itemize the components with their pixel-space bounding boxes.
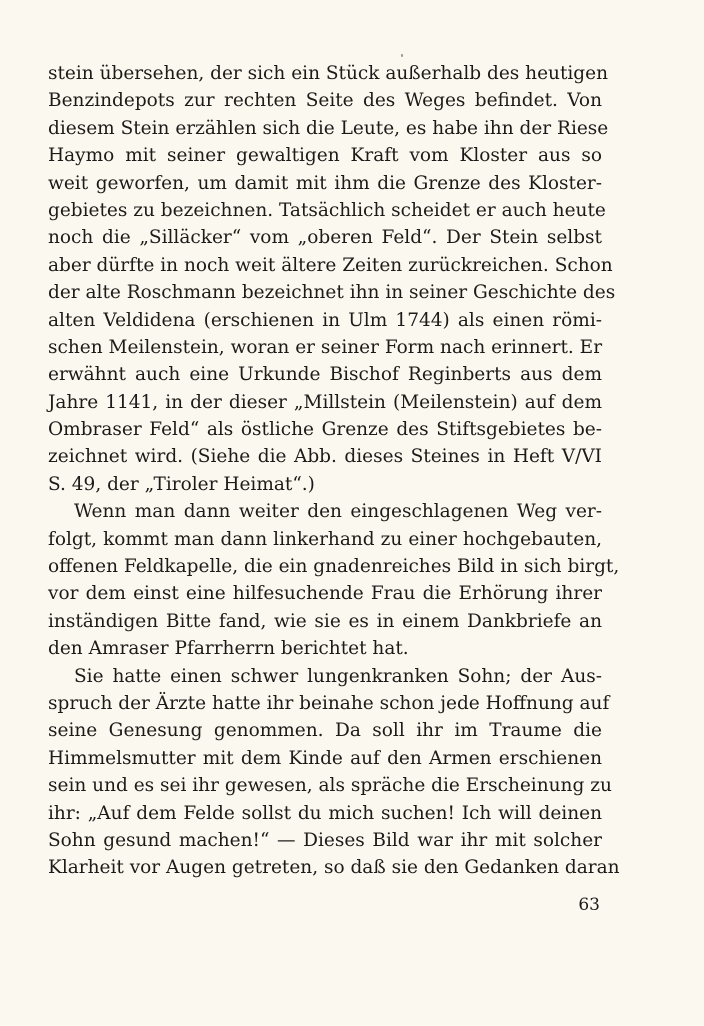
text-line: Himmelsmutter mit dem Kinde auf den Armen erschienen [48,747,602,769]
text-line: Sie hatte einen schwer lungenkranken Sohn; der Aus- [74,665,602,687]
text-line: folgt, kommt man dann linkerhand zu einer hochgebauten, [48,528,602,550]
text-line: Sohn gesund machen!“ — Dieses Bild war ihr mit solcher [48,829,602,851]
text-line: Jahre 1141, in der dieser „Millstein (Meilenstein) auf dem [48,391,602,413]
text-line: diesem Stein erzählen sich die Leute, es habe ihn der Riese [48,117,609,139]
text-line: Klarheit vor Augen getreten, so daß sie den Gedanken daran [48,857,620,879]
text-line: sein und es sei ihr gewesen, als spräche die Erscheinung zu [48,775,612,797]
text-line: schen Meilenstein, woran er seiner Form nach erinnert. Er [48,336,603,358]
text-line: offenen Feldkapelle, die ein gnadenreiches Bild in sich birgt, [48,556,620,578]
text-line: weit geworfen, um damit mit ihm die Grenze des Kloster- [48,172,602,194]
text-line: aber dürfte in noch weit ältere Zeiten zurückreichen. Schon [48,254,613,276]
text-line: noch die „Silläcker“ vom „oberen Feld“. Der Stein selbst [48,227,602,249]
text-line: S. 49, der „Tiroler Heimat“.) [48,473,315,495]
body-text [48,60,620,882]
text-line: zeichnet wird. (Siehe die Abb. dieses Steines in Heft V/VI [48,446,602,468]
text-line: ihr: „Auf dem Felde sollst du mich suchen! Ich will deinen [48,802,602,824]
text-line: Ombraser Feld“ als östliche Grenze des Stiftsgebietes be- [48,419,602,441]
text-line: stein übersehen, der sich ein Stück außerhalb des heutigen [48,63,609,84]
text-line: inständigen Bitte fand, wie sie es in einem Dankbriefe an [48,610,602,632]
text-line: gebietes zu bezeichnen. Tatsächlich scheidet er auch heute [48,199,606,221]
text-line: erwähnt auch eine Urkunde Bischof Reginberts aus dem [48,364,602,386]
text-line: den Amraser Pfarrherrn berichtet hat. [48,638,409,660]
text-line: der alte Roschmann bezeichnet ihn in seiner Geschichte des [48,282,616,304]
text-line: vor dem einst eine hilfesuchende Frau die Erhörung ihrer [48,583,602,605]
paper-speck [401,54,403,57]
text-line: alten Veldidena (erschienen in Ulm 1744) als einen römi- [48,309,602,331]
page-number: 63 [578,895,600,915]
text-line: Wenn man dann weiter den eingeschlagenen Weg ver- [74,501,602,523]
text-line: seine Genesung genommen. Da soll ihr im Traume die [48,720,602,742]
text-line: spruch der Ärzte hatte ihr beinahe schon jede Hoffnung auf [48,692,610,714]
text-line: Haymo mit seiner gewaltigen Kraft vom Kloster aus so [48,145,602,167]
text-line: Benzindepots zur rechten Seite des Weges befindet. Von [48,90,602,112]
